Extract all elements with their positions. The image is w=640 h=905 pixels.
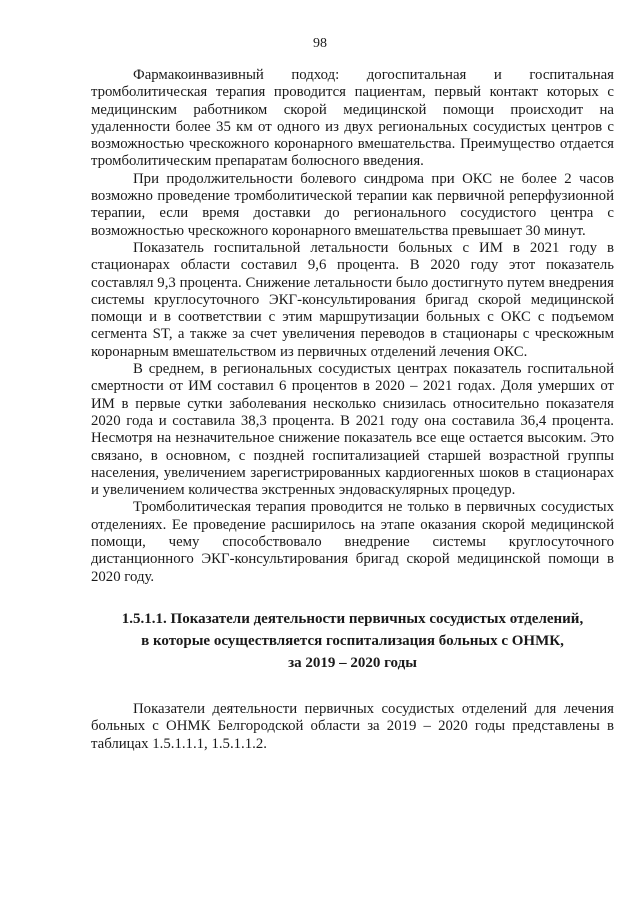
paragraph-thrombolytic-therapy: Тромболитическая терапия проводится не только в первичных сосудистых отделениях. Ее проведение расширилось на этапе оказания скорой медицинской помощи, чему способствовало внедрение системы круглосуточного дистанционного ЭКГ-консультирования бригад скорой медицинской помощи в 2020 году.: [91, 499, 614, 585]
section-heading-line2: в которые осуществляется госпитализация больных с ОНМК,: [141, 632, 564, 649]
section-heading: [91, 608, 614, 674]
section-heading-line1: 1.5.1.1. Показатели деятельности первичных сосудистых отделений,: [121, 610, 584, 627]
page-number: 98: [313, 36, 327, 51]
section-heading-line3: за 2019 – 2020 годы: [288, 654, 417, 671]
paragraph-hospital-lethality: Показатель госпитальной летальности больных с ИМ в 2021 году в стационарах области составил 9,6 процента. В 2020 году этот показатель составлял 9,3 процента. Снижение летальности было достигнуто путем внедрения системы круглосуточного ЭКГ-консультирования бригад скорой медицинской помощи и в соответствии с этим маршрутизации больных с ОКС с подъемом сегмента ST, а также за счет увеличения переводов в стационары с чрескожным коронарным вмешательством из первичных отделений лечения ОКС.: [91, 239, 614, 360]
paragraph-pain-duration: При продолжительности болевого синдрома при ОКС не более 2 часов возможно проведение тромболитической терапии как первичной реперфузионной терапии, если время доставки до регионального сосудистого центра с возможностью чрескожного коронарного вмешательства превышает 30 минут.: [91, 170, 614, 239]
paragraph-tables-reference: Показатели деятельности первичных сосудистых отделений для лечения больных с ОНМК Белгородской области за 2019 – 2020 годы представлены в таблицах 1.5.1.1.1, 1.5.1.1.2.: [91, 700, 614, 752]
paragraph-pharmacoinvasive: Фармакоинвазивный подход: догоспитальная и госпитальная тромболитическая терапия проводится пациентам, первый контакт которых с медицинским работником скорой медицинской помощи происходит на удаленности более 35 км от одного из двух региональных сосудистых центров с возможностью чрескожного коронарного вмешательства. Преимущество отдается тромболитическим препаратам болюсного введения.: [91, 67, 614, 170]
paragraph-regional-centers: В среднем, в региональных сосудистых центрах показатель госпитальной смертности от ИМ составил 6 процентов в 2020 – 2021 годах. Доля умерших от ИМ в первые сутки заболевания несколько снизилась относительно показателя 2020 года и составила 38,3 процента. В 2021 году она составила 36,4 процента. Несмотря на незначительное снижение показатель все еще остается высоким. Это связано, в основном, с поздней госпитализацией старшей возрастной группы населения, увеличением зарегистрированных кардиогенных шоков в стационарах и увеличением количества экстренных эндоваскулярных процедур.: [91, 361, 614, 499]
page-body: [91, 67, 614, 753]
